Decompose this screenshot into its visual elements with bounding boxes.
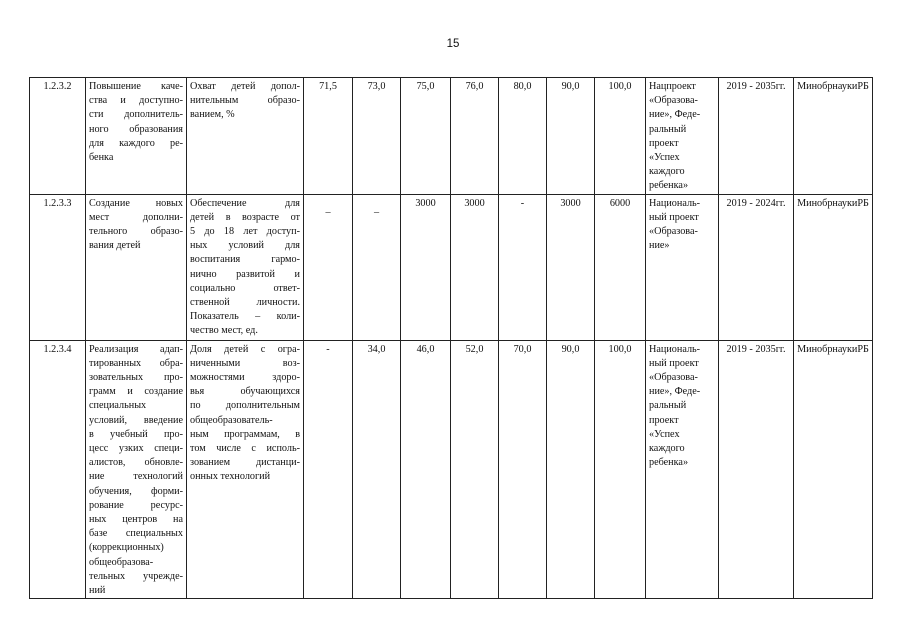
period-line: гг.: [775, 343, 786, 355]
project-line: ние», Феде-: [649, 109, 701, 121]
project-line: ребенка»: [649, 457, 689, 469]
table-row: [30, 340, 873, 599]
indicator-cell: [187, 78, 304, 195]
project-line: каждого: [649, 166, 685, 178]
indicator-line: детей в возрасте от: [190, 211, 300, 223]
value-cell: _: [353, 194, 401, 340]
project-line: ребенка»: [649, 180, 689, 192]
measure-line: алистов, обновле-: [89, 457, 183, 469]
indicator-line: зованием дистанци-: [190, 457, 300, 469]
measure-line: тельного образо-: [89, 226, 183, 238]
project-line: ральный: [649, 400, 687, 412]
indicator-line: ных условий для: [190, 240, 300, 252]
indicator-line: Доля детей с огра-: [190, 343, 300, 355]
project-cell: [646, 194, 719, 340]
measure-line: для каждого ре-: [89, 137, 183, 149]
value-cell: 70,0: [499, 340, 547, 599]
value-cell: 75,0: [401, 78, 451, 195]
value-cell: 90,0: [547, 340, 595, 599]
measure-line: ний: [89, 585, 106, 597]
period-line: 2019 - 2024: [726, 197, 776, 209]
indicator-line: общеобразователь-: [190, 414, 273, 426]
period-line: гг.: [775, 81, 786, 92]
value-cell: 90,0: [547, 78, 595, 195]
period-cell: [719, 194, 794, 340]
project-cell: [646, 78, 719, 195]
project-line: «Образова-: [649, 372, 698, 384]
project-line: Нацпроект: [649, 81, 696, 92]
measure-line: ние технологий: [89, 471, 183, 483]
value-cell: -: [499, 194, 547, 340]
responsible-cell: [794, 194, 873, 340]
indicator-line: чество мест, ед.: [190, 325, 258, 337]
measure-line: ства и доступно-: [89, 95, 183, 107]
measure-cell: [86, 340, 187, 599]
measure-line: (коррекционных): [89, 542, 164, 554]
measure-cell: [86, 194, 187, 340]
value-cell: 100,0: [595, 78, 646, 195]
value-cell: 71,5: [304, 78, 353, 195]
indicator-line: ным программам, в: [190, 428, 300, 440]
measure-cell: [86, 78, 187, 195]
period-cell: [719, 340, 794, 599]
project-line: ральный: [649, 123, 687, 135]
indicator-line: Обеспечение для: [190, 197, 300, 209]
measure-line: зовательных про-: [89, 372, 183, 384]
period-line: гг.: [775, 197, 786, 209]
measure-line: грамм и создание: [89, 386, 183, 398]
project-line: ние»: [649, 240, 670, 252]
project-line: проект: [649, 137, 679, 149]
measure-line: тельных учрежде-: [89, 570, 183, 582]
measure-line: ного образования: [89, 123, 183, 135]
measure-line: обучения, форми-: [89, 485, 183, 497]
indicator-line: по дополнительным: [190, 400, 300, 412]
project-line: «Успех: [649, 428, 680, 440]
responsible-line: РБ: [857, 343, 869, 355]
measure-line: ных центров на: [89, 514, 183, 526]
measure-line: мест дополни-: [89, 211, 183, 223]
project-line: Националь-: [649, 197, 701, 209]
value-cell: 3000: [401, 194, 451, 340]
indicator-line: социально ответ-: [190, 282, 300, 294]
responsible-line: РБ: [857, 197, 869, 209]
value-cell: -: [304, 340, 353, 599]
measure-line: Реализация адап-: [89, 343, 183, 355]
indicator-line: онных технологий: [190, 471, 271, 483]
indicator-line: 5 до 18 лет доступ-: [190, 226, 300, 238]
indicator-cell: [187, 194, 304, 340]
measure-line: бенка: [89, 152, 114, 164]
program-table: [29, 77, 873, 599]
indicator-line: Охват детей допол-: [190, 81, 300, 92]
measure-line: вания детей: [89, 240, 141, 252]
measure-line: тированных обра-: [89, 357, 183, 369]
indicator-line: воспитания гармо-: [190, 254, 300, 266]
measure-line: цесс узких специ-: [89, 443, 183, 455]
project-line: «Образова-: [649, 95, 698, 107]
value-cell: 76,0: [451, 78, 499, 195]
indicator-cell: [187, 340, 304, 599]
responsible-line: РБ: [857, 81, 869, 92]
project-line: ный проект: [649, 357, 699, 369]
value-cell: 34,0: [353, 340, 401, 599]
measure-line: специальных: [89, 400, 147, 412]
value-cell: 100,0: [595, 340, 646, 599]
item-code-cell: 1.2.3.3: [30, 194, 86, 340]
project-line: Националь-: [649, 343, 701, 355]
page-number: 15: [446, 38, 460, 50]
measure-line: условий, введение: [89, 414, 183, 426]
value-cell: 80,0: [499, 78, 547, 195]
indicator-line: можностями здоро-: [190, 372, 300, 384]
responsible-line: Минобрнауки: [797, 81, 858, 92]
project-line: ный проект: [649, 211, 699, 223]
value-cell: 46,0: [401, 340, 451, 599]
measure-line: общеобразова-: [89, 556, 154, 568]
indicator-line: том числе с исполь-: [190, 443, 300, 455]
responsible-cell: [794, 340, 873, 599]
measure-line: базе специальных: [89, 528, 183, 540]
measure-line: Повышение каче-: [89, 81, 183, 92]
value-cell: 6000: [595, 194, 646, 340]
project-line: каждого: [649, 443, 685, 455]
table-row: [30, 78, 873, 195]
value-cell: 3000: [547, 194, 595, 340]
item-code-cell: 1.2.3.4: [30, 340, 86, 599]
measure-line: рование ресурс-: [89, 499, 183, 511]
value-cell: 73,0: [353, 78, 401, 195]
indicator-line: нительным образо-: [190, 95, 300, 107]
period-line: 2019 - 2035: [726, 81, 776, 92]
project-line: «Образова-: [649, 226, 698, 238]
responsible-cell: [794, 78, 873, 195]
period-line: 2019 - 2035: [726, 343, 776, 355]
indicator-line: ванием, %: [190, 109, 235, 121]
value-cell: 3000: [451, 194, 499, 340]
indicator-line: ниченными воз-: [190, 357, 300, 369]
project-line: «Успех: [649, 152, 680, 164]
project-cell: [646, 340, 719, 599]
period-cell: [719, 78, 794, 195]
indicator-line: нично развитой и: [190, 268, 300, 280]
project-line: проект: [649, 414, 679, 426]
indicator-line: вья обучающихся: [190, 386, 300, 398]
measure-line: сти дополнитель-: [89, 109, 183, 121]
item-code-cell: 1.2.3.2: [30, 78, 86, 195]
table-row: [30, 194, 873, 340]
responsible-line: Минобрнауки: [797, 197, 858, 209]
value-cell: _: [304, 194, 353, 340]
project-line: ние», Феде-: [649, 386, 701, 398]
indicator-line: ственной личности.: [190, 297, 300, 309]
measure-line: в учебный про-: [89, 428, 183, 440]
indicator-line: Показатель – коли-: [190, 311, 300, 323]
measure-line: Создание новых: [89, 197, 183, 209]
value-cell: 52,0: [451, 340, 499, 599]
responsible-line: Минобрнауки: [797, 343, 858, 355]
